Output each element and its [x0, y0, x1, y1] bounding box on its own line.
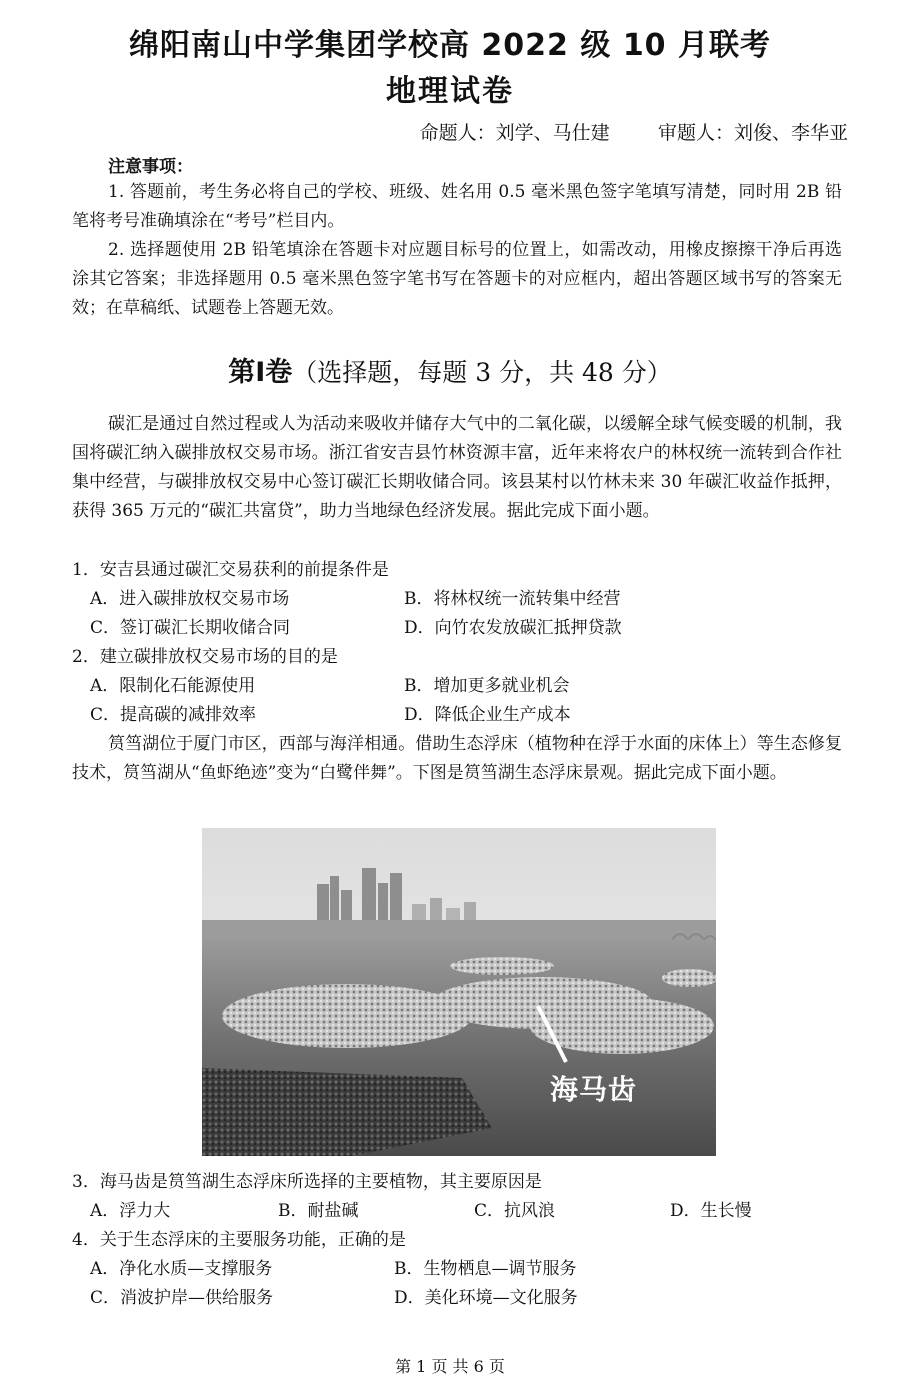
floating-bed-photo [202, 828, 716, 1156]
passage-carbon-sink: 碳汇是通过自然过程或人为活动来吸收并储存大气中的二氧化碳，以缓解全球气候变暖的机制，我国将碳汇纳入碳排放权交易市场。浙江省安吉县竹林资源丰富，近年来将农户的林权统一流转到合作社集中经营，与碳排放权交易中心签订碳汇长期收储合同。该县某村以竹林未来 30 年碳汇收益作抵押，获得 365 万元的“碳汇共富贷”，助力当地绿色经济发展。据此完成下面小题。 [72, 414, 842, 521]
question-1-option-c: C．签订碳汇长期收储合同 [90, 618, 291, 638]
question-3-stem: 3．海马齿是筼筜湖生态浮床所选择的主要植物，其主要原因是 [72, 1172, 542, 1192]
question-1-stem: 1．安吉县通过碳汇交易获利的前提条件是 [72, 560, 389, 580]
question-4-option-a: A．净化水质—支撑服务 [90, 1259, 273, 1279]
notice-item-1: 1. 答题前，考生务必将自己的学校、班级、姓名用 0.5 毫米黑色签字笔填写清楚，同时用 2B 铅笔将考号准确填涂在“考号”栏目内。 [72, 182, 842, 231]
notice-item-2: 2. 选择题使用 2B 铅笔填涂在答题卡对应题目标号的位置上，如需改动，用橡皮擦擦干净后再选涂其它答案；非选择题用 0.5 毫米黑色签字笔书写在答题卡的对应框内，超出答题区域书写的答案无效；在草稿纸、试题卷上答题无效。 [72, 240, 842, 318]
section-subtitle: （选择题，每题 3 分，共 48 分） [292, 358, 672, 387]
question-2-option-c: C．提高碳的减排效率 [90, 705, 257, 725]
question-3-option-d: D．生长慢 [670, 1201, 752, 1221]
question-1-option-b: B．将林权统一流转集中经营 [404, 589, 621, 609]
photo-label: 海马齿 [550, 1073, 638, 1106]
exam-subject-title: 地理试卷 [386, 74, 514, 109]
exam-title: 绵阳南山中学集团学校高 2022 级 10 月联考 [128, 28, 772, 63]
question-1-option-a: A．进入碳排放权交易市场 [90, 589, 290, 609]
question-2-option-b: B．增加更多就业机会 [404, 676, 570, 696]
section-heading [0, 350, 900, 389]
question-3-option-a: A．浮力大 [90, 1201, 171, 1221]
question-2-option-a: A．限制化石能源使用 [90, 676, 256, 696]
section-title: 第Ⅰ卷 [228, 357, 293, 388]
passage-yundang-lake: 筼筜湖位于厦门市区，西部与海洋相通。借助生态浮床（植物种在浮于水面的床体上）等生态修复技术，筼筜湖从“鱼虾绝迹”变为“白鹭伴舞”。下图是筼筜湖生态浮床景观。据此完成下面小题。 [72, 734, 842, 783]
question-4-option-c: C．消波护岸—供给服务 [90, 1288, 274, 1308]
question-4-option-b: B．生物栖息—调节服务 [394, 1259, 577, 1279]
authors-line: 命题人：刘学、马仕建 审题人：刘俊、李华亚 [419, 122, 848, 144]
page-number: 第 1 页 共 6 页 [395, 1357, 505, 1376]
question-3-option-c: C．抗风浪 [474, 1201, 556, 1221]
question-2-option-d: D．降低企业生产成本 [404, 705, 571, 725]
question-4-option-d: D．美化环境—文化服务 [394, 1288, 578, 1308]
notice-heading: 注意事项： [108, 157, 193, 177]
question-3-option-b: B．耐盐碱 [278, 1201, 359, 1221]
question-4-stem: 4．关于生态浮床的主要服务功能，正确的是 [72, 1230, 406, 1250]
question-1-option-d: D．向竹农发放碳汇抵押贷款 [404, 618, 622, 638]
question-2-stem: 2．建立碳排放权交易市场的目的是 [72, 647, 338, 667]
